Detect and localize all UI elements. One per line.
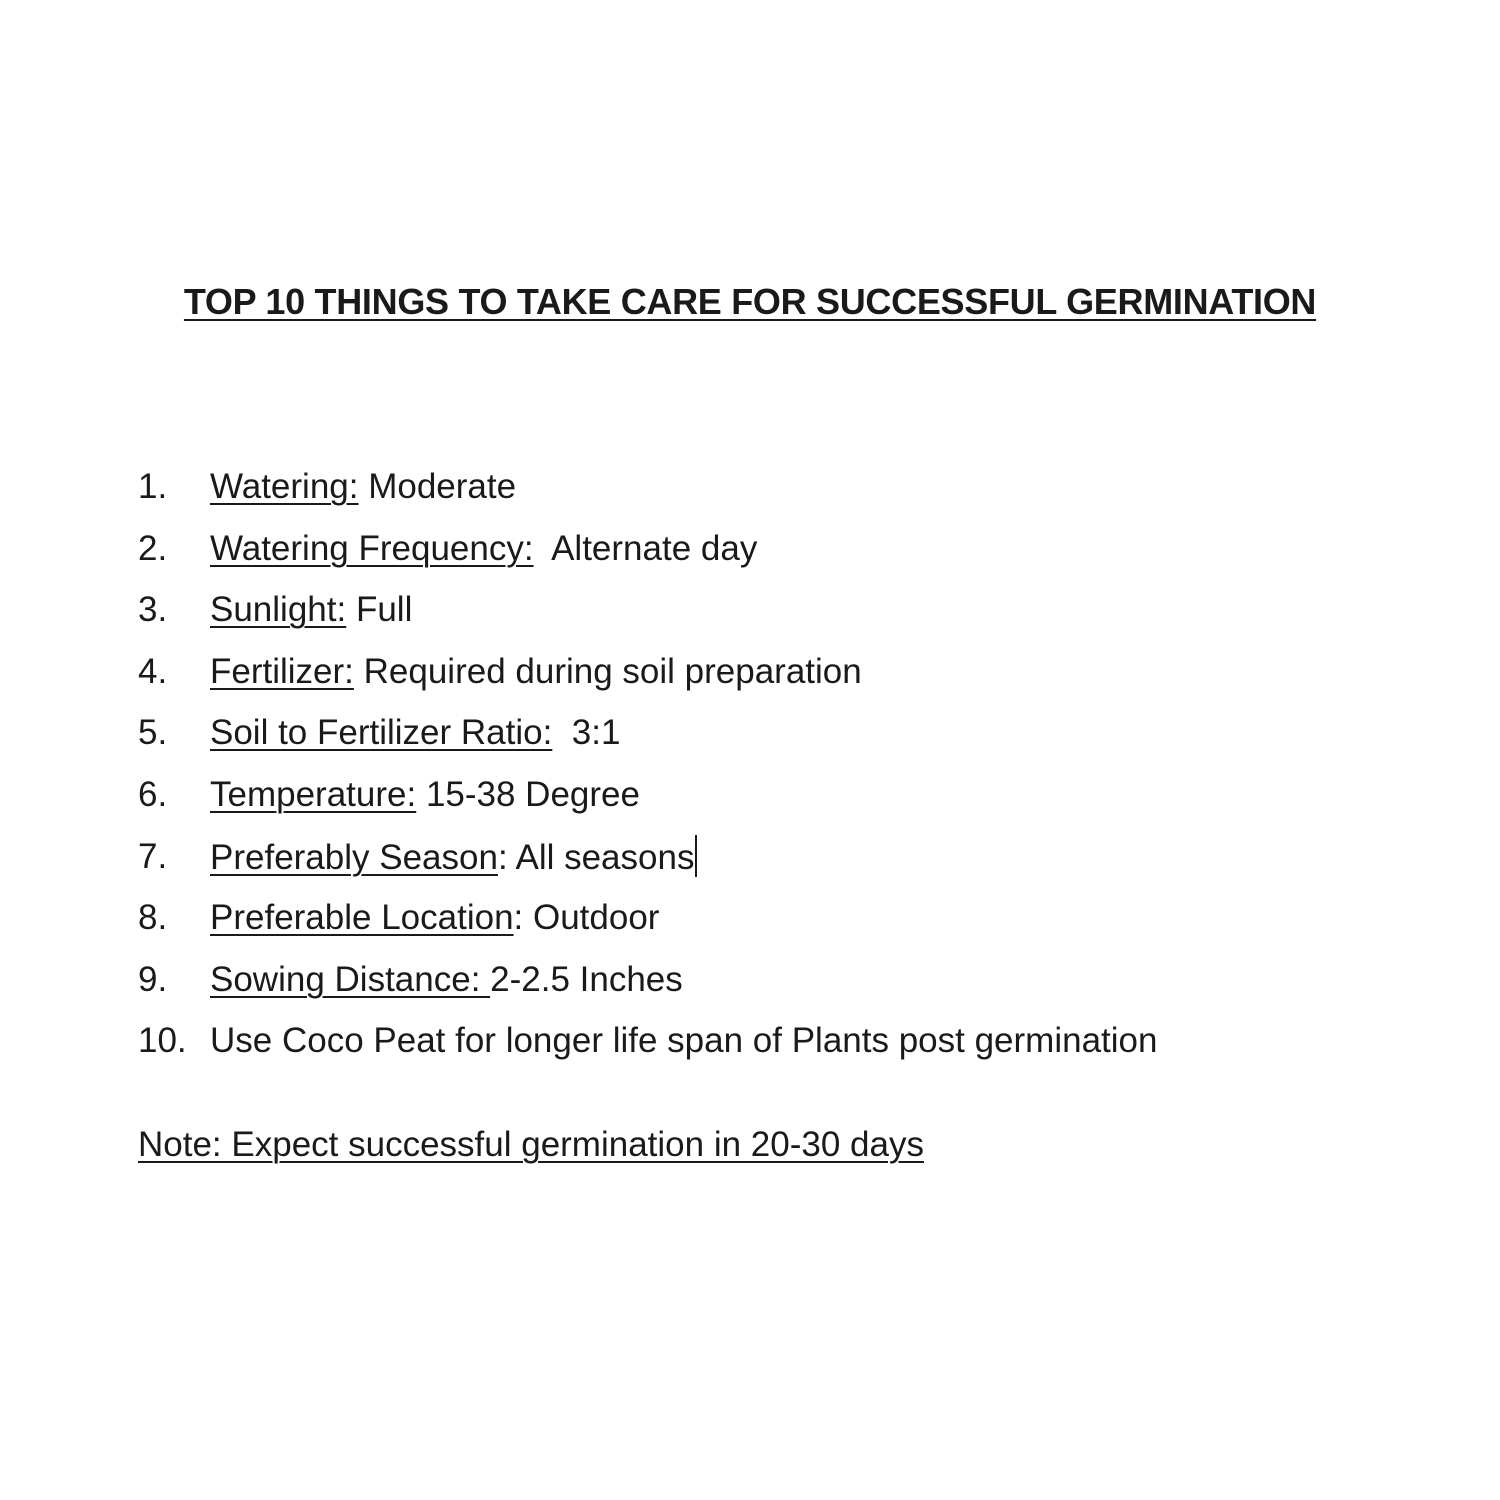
item-label: Sowing Distance: <box>210 959 491 999</box>
item-value: 15-38 Degree <box>416 774 640 814</box>
list-item <box>138 711 1157 773</box>
list-item <box>138 527 1157 589</box>
germination-note: Note: Expect successful germination in 20-30 days <box>138 1125 924 1164</box>
item-number: 1. <box>138 467 168 506</box>
item-label: Preferably Season <box>210 837 498 877</box>
item-number: 2. <box>138 528 168 568</box>
item-label: Watering Frequency: <box>210 528 534 568</box>
item-value: Required during soil preparation <box>353 651 862 691</box>
item-number: 3. <box>138 590 168 630</box>
list-item <box>138 773 1157 835</box>
item-value: : All seasons <box>497 837 695 877</box>
list-item <box>138 896 1157 958</box>
text-cursor <box>695 835 697 877</box>
item-number: 9. <box>138 959 168 999</box>
page-title: TOP 10 THINGS TO TAKE CARE FOR SUCCESSFUL GERMINATION <box>183 281 1317 322</box>
list-item <box>138 958 1157 1020</box>
item-value: Use Coco Peat for longer life span of Plants post germination <box>210 1021 1158 1061</box>
germination-tips-list <box>138 465 1157 1081</box>
item-value: Alternate day <box>533 528 758 568</box>
item-label: Preferable Location <box>210 898 514 938</box>
item-number: 5. <box>138 713 168 753</box>
item-number: 8. <box>138 898 168 938</box>
item-number: 6. <box>138 774 168 814</box>
item-value: 3:1 <box>552 713 621 753</box>
item-value: 2-2.5 Inches <box>490 959 683 999</box>
item-value: : Outdoor <box>513 898 660 938</box>
list-item <box>138 588 1157 650</box>
list-item <box>138 465 1157 527</box>
item-value: Moderate <box>358 467 517 506</box>
list-item <box>138 650 1157 712</box>
item-label: Fertilizer: <box>210 651 354 691</box>
item-label: Soil to Fertilizer Ratio: <box>210 713 553 753</box>
item-number: 7. <box>138 836 168 876</box>
item-label: Sunlight: <box>210 590 347 630</box>
list-item <box>138 1019 1157 1081</box>
item-number: 4. <box>138 651 168 691</box>
item-label: Temperature: <box>210 774 417 814</box>
item-label: Watering: <box>210 467 359 506</box>
item-number: 10. <box>138 1021 187 1061</box>
item-value: Full <box>346 590 413 630</box>
list-item <box>138 835 1157 897</box>
